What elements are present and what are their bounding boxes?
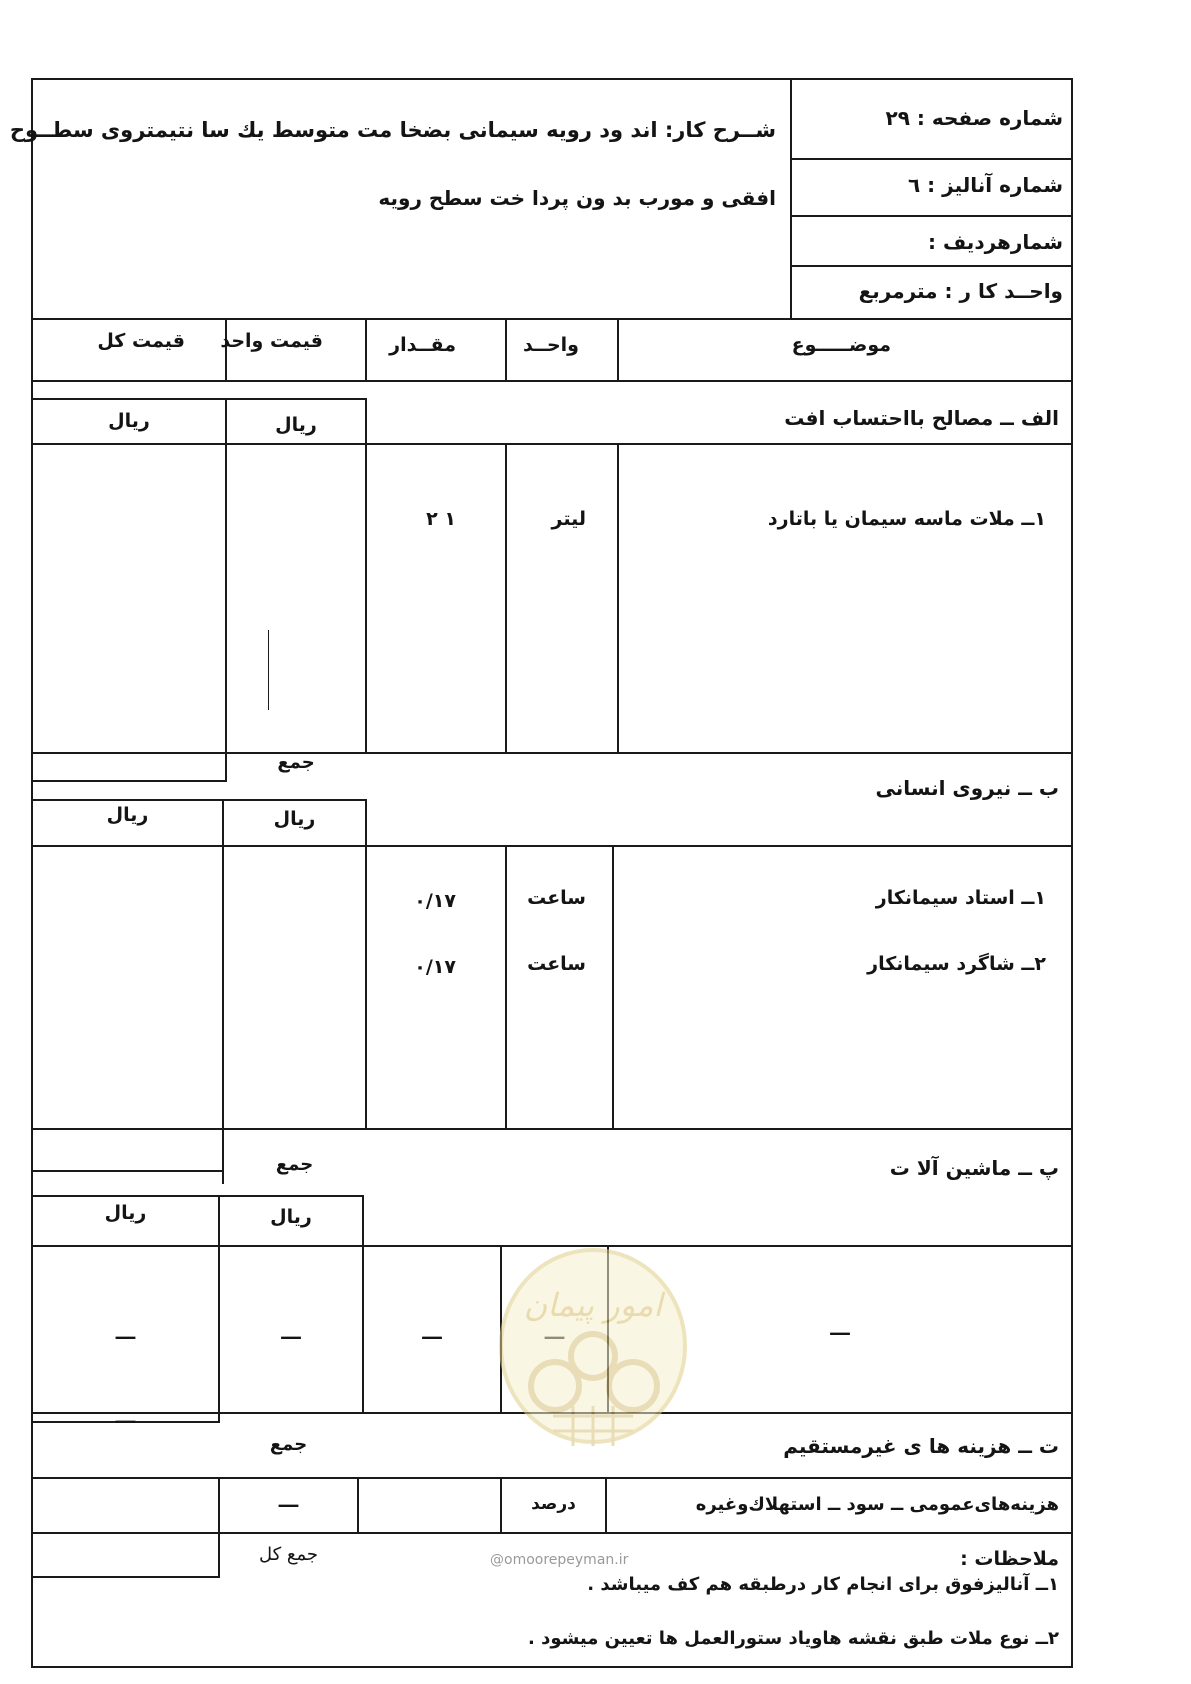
col-header-subject: موضـــــوع bbox=[791, 334, 891, 356]
frame-bottom bbox=[31, 1666, 1073, 1668]
col-header-total-price: قیمت کل bbox=[97, 330, 185, 352]
empty-dash: ـــ bbox=[422, 1322, 442, 1344]
overhead-dash: ـــ bbox=[278, 1490, 299, 1512]
note-line-1: ۱ــ آنالیزفوق برای انجام کار درطبقه هم کف میباشد . bbox=[587, 1574, 1059, 1595]
watermark-url: @omoorepeyman.ir bbox=[490, 1552, 629, 1568]
note-line-2: ۲ــ نوع ملات طبق نقشه هاویاد ستورالعمل ها تعیین میشود . bbox=[527, 1628, 1059, 1649]
work-description-line2: افقی و مورب بد ون پردا خت سطح رویه bbox=[378, 186, 776, 210]
empty-dash: ـــ bbox=[281, 1322, 301, 1344]
sum-label: جمع bbox=[269, 1434, 308, 1455]
item-quantity: ۰/۱۷ bbox=[414, 890, 456, 912]
frame-top bbox=[31, 78, 1073, 80]
watermark-logo bbox=[493, 1246, 693, 1466]
item-quantity: ۰/۱۷ bbox=[414, 956, 456, 978]
item-name: ۱ــ استاد سیمانکار bbox=[875, 887, 1046, 909]
page-number: شماره صفحه : ۲۹ bbox=[885, 106, 1063, 130]
section-b-title: ب ــ نیروی انسانی bbox=[875, 776, 1059, 800]
empty-dash: ـــ bbox=[115, 1406, 136, 1428]
section-a-title: الف ــ مصالح بااحتساب افت bbox=[784, 406, 1059, 430]
grand-total-label: جمع کل bbox=[258, 1544, 319, 1565]
work-unit: واحــد کا ر : مترمربع bbox=[858, 279, 1063, 303]
row-number: شمارهردیف : bbox=[928, 230, 1063, 254]
item-quantity: ۱ ۲ bbox=[426, 508, 456, 530]
col-header-unit: واحــد bbox=[523, 334, 579, 356]
item-unit: لیتر bbox=[551, 508, 586, 530]
currency-label: ریال bbox=[108, 410, 150, 432]
frame-left bbox=[31, 78, 33, 1668]
col-header-quantity: مقــدار bbox=[389, 334, 456, 356]
item-unit: ساعت bbox=[527, 953, 586, 975]
analysis-number: شماره آنالیز : ٦ bbox=[907, 173, 1063, 197]
col-header-unit-price: قیمت واحد bbox=[220, 330, 323, 352]
section-t-title: ت ــ هزینه ها ی غیرمستقیم bbox=[783, 1434, 1059, 1458]
item-name: ۲ــ شاگرد سیمانکار bbox=[867, 953, 1046, 975]
item-name: ۱ــ ملات ماسه سیمان یا باتارد bbox=[767, 508, 1046, 530]
currency-label: ریال bbox=[104, 1202, 147, 1224]
percent-label: درصد bbox=[531, 1494, 576, 1514]
notes-title: ملاحظات : bbox=[960, 1548, 1059, 1570]
header-divider bbox=[790, 78, 792, 318]
sum-label: جمع bbox=[277, 752, 315, 773]
section-p-title: پ ــ ماشین آلا ت bbox=[889, 1156, 1059, 1180]
item-unit: ساعت bbox=[527, 887, 586, 909]
overhead-label: هزینه‌های‌عمومی ــ سود ــ استهلاك‌وغیره bbox=[695, 1494, 1059, 1515]
currency-label: ریال bbox=[273, 808, 316, 830]
watermark-logo-text: امور پیمان bbox=[523, 1286, 663, 1324]
currency-label: ریال bbox=[106, 804, 149, 826]
sum-label: جمع bbox=[275, 1154, 314, 1175]
empty-dash: ـــ bbox=[115, 1322, 136, 1344]
currency-label: ریال bbox=[275, 414, 317, 436]
frame-right bbox=[1071, 78, 1073, 1668]
empty-dash: ـــ bbox=[830, 1318, 850, 1340]
currency-label: ریال bbox=[270, 1206, 312, 1228]
work-description-line1: شــرح کار: اند ود رویه سیمانی بضخا مت متوسط یك سا نتیمتروی سطــوح bbox=[9, 118, 776, 142]
